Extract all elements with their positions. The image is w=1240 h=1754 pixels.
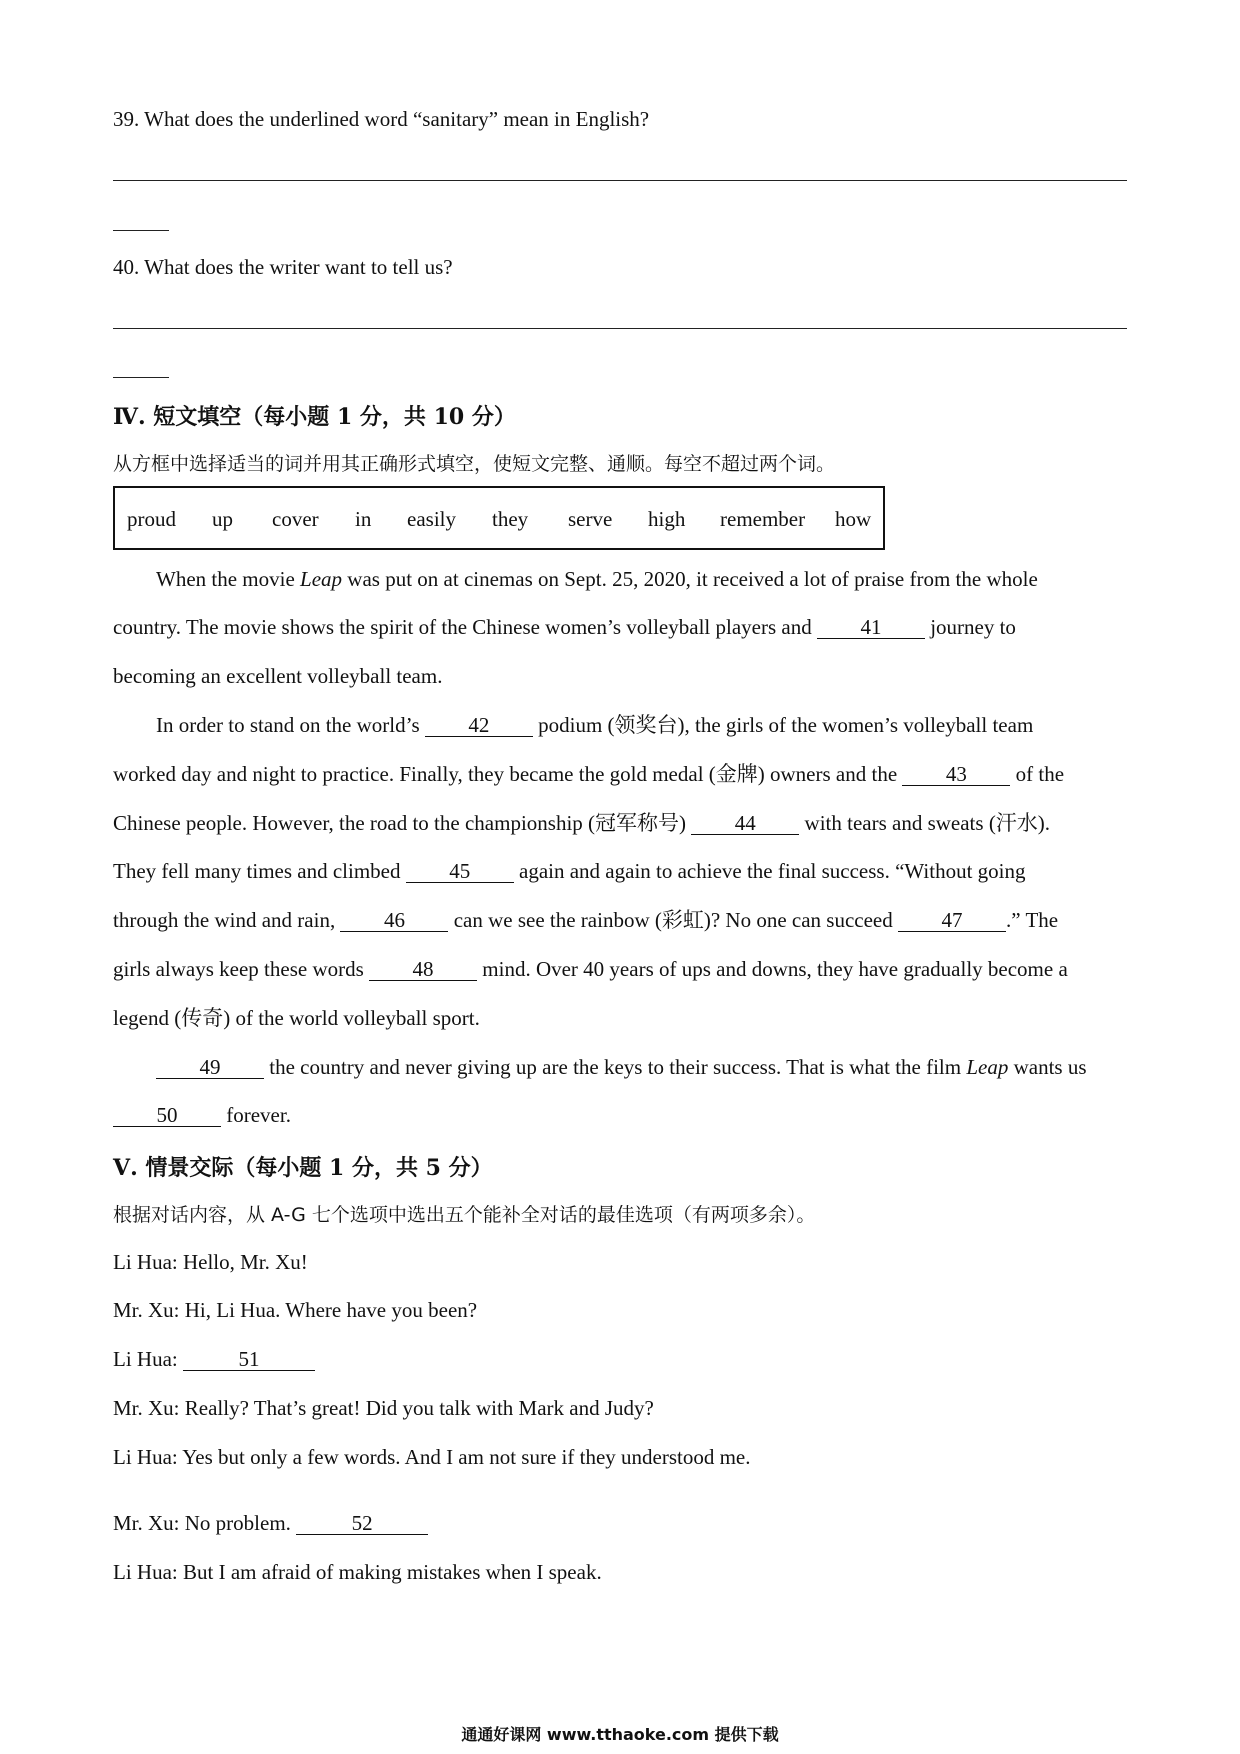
word-how: how (835, 507, 872, 531)
passage-line: worked day and night to practice. Finally, they became the gold medal (金牌) owners and the 43 of the (113, 762, 1065, 786)
section-5-instruction: 根据对话内容，从 A-G 七个选项中选出五个能补全对话的最佳选项（有两项多余）。 (113, 1204, 816, 1226)
dialogue-line: Mr. Xu: Hi, Li Hua. Where have you been? (113, 1298, 478, 1322)
dialogue-line: Li Hua: But I am afraid of making mistakes when I speak. (113, 1560, 602, 1584)
blank-48[interactable]: 48 (369, 958, 477, 981)
word-box (113, 486, 885, 550)
word-remember: remember (720, 507, 806, 531)
dialogue-line: Li Hua: 51 (113, 1346, 315, 1372)
blank-52[interactable]: 52 (296, 1512, 428, 1535)
passage-line: becoming an excellent volleyball team. (113, 664, 443, 688)
dialogue-line: Li Hua: Yes but only a few words. And I am not sure if they understood me. (113, 1445, 751, 1469)
blank-47[interactable]: 47 (898, 909, 1006, 932)
answer-line-39[interactable] (113, 180, 1127, 181)
question-40: 40. What does the writer want to tell us? (113, 255, 453, 279)
blank-44[interactable]: 44 (691, 812, 799, 835)
movie-title: Leap (300, 567, 343, 591)
movie-title: Leap (966, 1055, 1009, 1079)
passage-line: 49 the country and never giving up are the keys to their success. That is what the film Leap wants us (156, 1054, 1087, 1080)
answer-line-40-end (113, 377, 169, 378)
section-4-heading: Ⅳ. 短文填空（每小题 1 分，共 10 分） (113, 404, 516, 430)
blank-43[interactable]: 43 (902, 763, 1010, 786)
page-footer: 通通好课网 www.tthaoke.com 提供下载 (461, 1725, 779, 1744)
section-5-heading: Ⅴ. 情景交际（每小题 1 分，共 5 分） (113, 1155, 493, 1181)
word-proud: proud (127, 507, 176, 531)
section-4-instruction: 从方框中选择适当的词并用其正确形式填空，使短文完整、通顺。每空不超过两个词。 (113, 453, 836, 475)
word-easily: easily (407, 507, 456, 531)
passage-line: When the movie Leap was put on at cinemas on Sept. 25, 2020, it received a lot of praise from the whole (156, 567, 1038, 591)
blank-46[interactable]: 46 (340, 909, 448, 932)
dialogue-line: Li Hua: Hello, Mr. Xu! (113, 1250, 308, 1274)
blank-51[interactable]: 51 (183, 1348, 315, 1371)
word-serve: serve (568, 507, 613, 531)
word-up: up (212, 507, 233, 531)
passage-line: They fell many times and climbed 45 again and again to achieve the final success. “Without going (113, 859, 1026, 883)
blank-41[interactable]: 41 (817, 616, 925, 639)
blank-50[interactable]: 50 (113, 1104, 221, 1127)
blank-49[interactable]: 49 (156, 1056, 264, 1079)
passage-line: 50 forever. (113, 1102, 291, 1128)
dialogue-line: Mr. Xu: No problem. 52 (113, 1510, 428, 1536)
answer-line-40[interactable] (113, 328, 1127, 329)
blank-45[interactable]: 45 (406, 860, 514, 883)
word-they: they (492, 507, 529, 531)
passage-line: girls always keep these words 48 mind. Over 40 years of ups and downs, they have gradually become a (113, 957, 1068, 981)
blank-42[interactable]: 42 (425, 714, 533, 737)
passage-line: country. The movie shows the spirit of the Chinese women’s volleyball players and 41 journey to (113, 615, 1016, 639)
passage-line: Chinese people. However, the road to the championship (冠军称号) 44 with tears and sweats (汗水). (113, 811, 1051, 835)
answer-line-39-end (113, 230, 169, 231)
word-high: high (648, 507, 686, 531)
dialogue-line: Mr. Xu: Really? That’s great! Did you talk with Mark and Judy? (113, 1396, 654, 1420)
word-cover: cover (272, 507, 319, 531)
passage-line: through the wind and rain, 46 can we see the rainbow (彩虹)? No one can succeed 47 .” The (113, 908, 1059, 932)
passage-line: legend (传奇) of the world volleyball sport. (113, 1006, 480, 1030)
question-39: 39. What does the underlined word “sanitary” mean in English? (113, 107, 650, 131)
passage-line: In order to stand on the world’s 42 podium (领奖台), the girls of the women’s volleyball team (156, 713, 1034, 737)
word-in: in (355, 507, 372, 531)
